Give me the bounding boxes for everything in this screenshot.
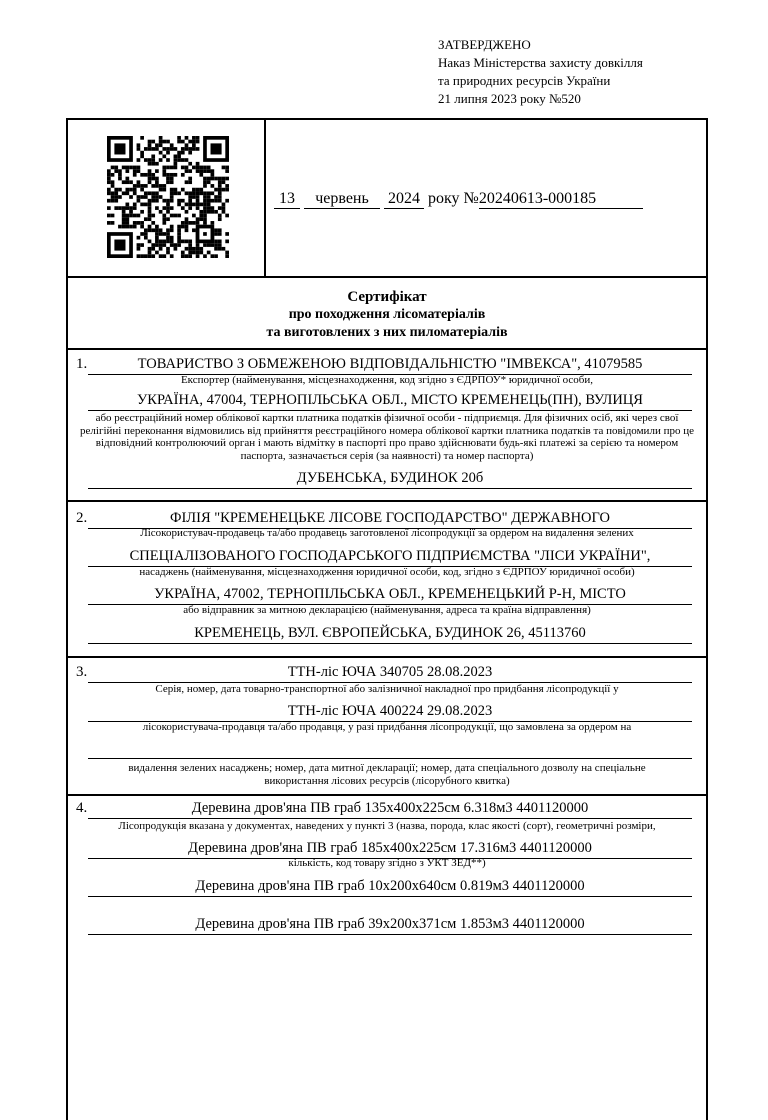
section-3-caption-3: видалення зелених насаджень; номер, дата митної декларації; номер, дата спеціального дозволу на спеціальне використання лісових ресурсів (лісорубного квитка) <box>128 762 646 787</box>
section-2-caption-1: Лісокористувач-продавець та/або продавець заготовленої лісопродукції за ордером на видалення зелених <box>140 527 634 539</box>
certificate-form <box>66 118 708 1120</box>
section-4-item-1: Деревина дров'яна ПВ граб 135x400x225см 6.318м3 4401120000 <box>88 800 692 819</box>
section-3-waybill-1: ТТН-ліс ЮЧА 340705 28.08.2023 <box>88 664 692 683</box>
title-divider <box>68 348 706 350</box>
certificate-title <box>68 288 706 342</box>
section-1-exporter-address-cont: ДУБЕНСЬКА, БУДИНОК 20б <box>88 470 692 489</box>
section-1-caption-1: Експортер (найменування, місцезнаходження, код згідно з ЄДРПОУ* юридичної особи, <box>180 374 594 386</box>
section-3-waybill-2: ТТН-ліс ЮЧА 400224 29.08.2023 <box>88 703 692 722</box>
header-divider-vertical <box>264 120 266 276</box>
number-prefix: № <box>463 190 479 207</box>
section-2-seller-name: ФІЛІЯ "КРЕМЕНЕЦЬКЕ ЛІСОВЕ ГОСПОДАРСТВО" ДЕРЖАВНОГО <box>88 510 692 529</box>
section-3-number: 3. <box>76 664 88 680</box>
approval-date-line: 21 липня 2023 року №520 <box>438 91 581 106</box>
date-year-word: року <box>428 190 460 207</box>
section-1-caption-2: або реєстраційний номер облікової картки платника податків фізичної особи - підприємця. Для фізичних осіб, які через свої релігійні переконання відмовились від прийняття реєстраційного номера облікової картки платника податків та повідомили про це відповідний контролюючий орган і мають відмітку в паспорті про право здійснювати будь-які платежі за серією та номером паспорта, зазначається серія (за наявності) та номер паспорта) <box>80 412 694 462</box>
approval-order-line: Наказ Міністерства захисту довкілля <box>438 55 643 70</box>
section-2-seller-name-cont: СПЕЦІАЛІЗОВАНОГО ГОСПОДАРСЬКОГО ПІДПРИЄМСТВА "ЛІСИ УКРАЇНИ", <box>88 548 692 567</box>
section-1-exporter-address: УКРАЇНА, 47004, ТЕРНОПІЛЬСЬКА ОБЛ., МІСТО КРЕМЕНЕЦЬ(ПН), ВУЛИЦЯ <box>88 392 692 411</box>
section-3-divider <box>68 794 706 796</box>
approval-ministry-line: та природних ресурсів України <box>438 73 611 88</box>
section-1-exporter-name: ТОВАРИСТВО З ОБМЕЖЕНОЮ ВІДПОВІДАЛЬНІСТЮ "ІМВЕКСА", 41079585 <box>88 356 692 375</box>
date-day: 13 <box>274 190 300 209</box>
section-4-caption-1: Лісопродукція вказана у документах, наведених у пункті 3 (назва, порода, клас якості (сорт), геометричні розміри, <box>118 820 656 832</box>
section-4-item-2: Деревина дров'яна ПВ граб 185x400x225см 17.316м3 4401120000 <box>88 840 692 859</box>
approval-title: ЗАТВЕРДЖЕНО <box>438 37 531 52</box>
section-4-item-4: Деревина дров'яна ПВ граб 39x200x371см 1.853м3 4401120000 <box>88 916 692 935</box>
section-4-number: 4. <box>76 800 88 816</box>
section-1-divider <box>68 500 706 502</box>
section-4-caption-2: кількість, код товару згідно з УКТ ЗЕД**) <box>288 857 486 869</box>
section-4-item-3: Деревина дров'яна ПВ граб 10x200x640см 0.819м3 4401120000 <box>88 878 692 897</box>
section-2-seller-address-cont: КРЕМЕНЕЦЬ, ВУЛ. ЄВРОПЕЙСЬКА, БУДИНОК 26, 45113760 <box>88 625 692 644</box>
certificate-date-number <box>274 190 643 209</box>
title-line-1: Сертифікат <box>347 289 427 305</box>
section-3-caption-1: Серія, номер, дата товарно-транспортної або залізничної накладної про придбання лісопродукції у <box>155 683 619 695</box>
date-year: 2024 <box>384 190 424 209</box>
date-month: червень <box>304 190 380 209</box>
section-2-divider <box>68 656 706 658</box>
approval-block <box>438 36 643 108</box>
certificate-number: 20240613-000185 <box>479 190 643 209</box>
section-1-number: 1. <box>76 356 88 372</box>
section-2-seller-address: УКРАЇНА, 47002, ТЕРНОПІЛЬСЬКА ОБЛ., КРЕМЕНЕЦЬКИЙ Р-Н, МІСТО <box>88 586 692 605</box>
title-line-2: про походження лісоматеріалів <box>288 307 486 322</box>
section-2-caption-2: насаджень (найменування, місцезнаходження юридичної особи, код, згідно з ЄДРПОУ юридичної особи) <box>139 566 635 578</box>
title-line-3: та виготовлених з них пиломатеріалів <box>266 325 508 340</box>
section-3-blank-line <box>88 758 692 759</box>
header-divider <box>68 276 706 278</box>
qr-code-icon[interactable] <box>104 136 232 258</box>
section-2-caption-3: або відправник за митною декларацією (найменування, адреса та країна відправлення) <box>183 604 591 616</box>
section-3-caption-2: лісокористувача-продавця та/або продавця, у разі придбання лісопродукції, що замовлена за ордером на <box>142 721 632 733</box>
section-2-number: 2. <box>76 510 88 526</box>
